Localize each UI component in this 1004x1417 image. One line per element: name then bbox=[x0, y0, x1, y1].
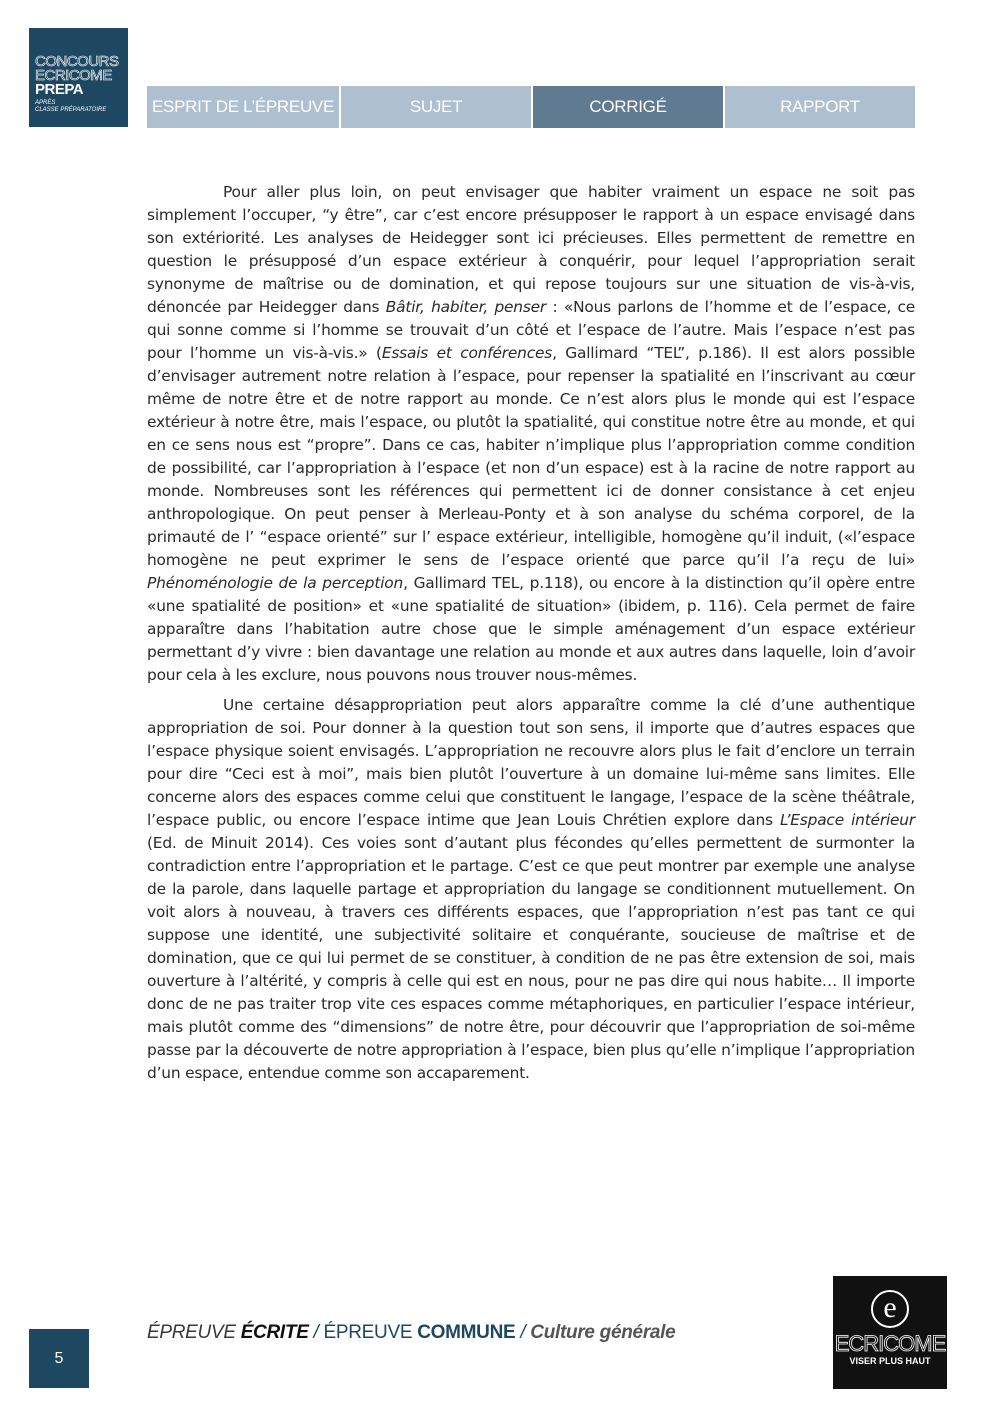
p2-title-espace-interieur: L’Espace intérieur bbox=[779, 811, 915, 829]
p1-text-e: , Gallimard “TEL”, p.186). Il est alors possible d’envisager autrement notre relation à l’espace, pour repenser la spatialité en l’inscrivant au cœur même de notre être et de notre rapport au monde. Ce n’est alors plus le monde qui est l’espace extérieur à notre être, mais l’espace, ou plutôt la spatialité, qui constitue notre être au monde, et qui en ce sens nous est “propre”. Dans ce cas, habiter n’implique plus l’appropriation comme condition de possibilité, car l’appropriation à l’espace (et non d’un espace) est à la racine de notre rapport au monde. Nombreuses sont les références qui permettent ici de donner consistance à cet enjeu anthropologique. On peut penser à Merleau-Ponty et à son analyse du schéma corporel, de la primauté de l’ “espace orienté” sur l’ espace extérieur, intelligible, homogène qu’il induit, («l’espace homogène ne peut exprimer le sens de l’espace orienté que parce qu’il l’a reçu de lui» bbox=[147, 344, 915, 569]
p1-text-g: , Gallimard TEL, p.118), ou encore à la distinction qu’il opère entre «une spatialité de position» et «une spatialité de situation» (ibidem, p. 116). Cela permet de faire apparaître dans l’habitation autre chose que le simple aménagement d’un espace extérieur permettant d’y vivre : bien davantage une relation au monde et aux autres dans laquelle, loin d’avoir pour cela à les exclure, nous pouvons nous trouver nous-mêmes. bbox=[147, 574, 916, 684]
tab-sujet[interactable]: SUJET bbox=[339, 86, 531, 128]
p1-title-essais: Essais et conférences bbox=[381, 344, 553, 362]
footer-separator-1: / bbox=[308, 1322, 324, 1343]
p1-title-phenomenologie: Phénoménologie de la perception bbox=[147, 574, 404, 592]
logo-line-apres: APRÈS bbox=[35, 100, 56, 106]
ecricome-tagline: VISER PLUS HAUT bbox=[849, 1356, 931, 1366]
page-number: 5 bbox=[29, 1329, 89, 1388]
footer-ecrite: ÉCRITE bbox=[240, 1322, 309, 1343]
paragraph-1 bbox=[147, 181, 915, 687]
footer-epreuve-2: ÉPREUVE bbox=[323, 1322, 418, 1343]
p2-text-c: (Ed. de Minuit 2014). Ces voies sont d’autant plus fécondes qu’elles permettent de surmonter la contradiction entre l’appropriation et le partage. C’est ce que peut montrer par exemple une analyse de la parole, dans laquelle partage et appropriation du langage se conditionnent mutuellement. On voit alors à nouveau, à travers ces différents espaces, que l’appropriation n’est pas tant ce qui suppose une identité, une subjectivité solitaire et conquérante, soucieuse de maîtrise et de domination, que ce qui lui permet de se constituer, à condition de ne pas être extension de soi, mais ouverture à l’altérité, y compris à celle qui est en nous, pour ne pas dire qui nous habite… Il importe donc de ne pas traiter trop vite ces espaces comme métaphoriques, en particulier l’espace intérieur, mais plutôt comme des “dimensions” de notre être, pour découvrir que l’appropriation de soi-même passe par la découverte de notre appropriation à l’espace, bien plus qu’elle n’implique l’appropriation d’un espace, entendue comme son accaparement. bbox=[147, 834, 915, 1082]
logo-line-classe: CLASSE PRÉPARATOIRE bbox=[35, 107, 107, 113]
ecricome-name: ECRICOME bbox=[834, 1331, 946, 1356]
p1-text-c: : «Nous parlons de l’homme et de l’espace, ce qui sonne comme si l’homme se trouvait d’un côté et l’espace de l’autre. Mais l’espace n’est pas pour l’homme un vis-à-vis.» ( bbox=[147, 298, 915, 362]
p1-text-a: Pour aller plus loin, on peut envisager que habiter vraiment un espace ne soit pas simplement l’occuper, “y être”, car c’est encore présupposer le rapport à un espace envisagé dans son extériorité. Les analyses de Heidegger sont ici précieuses. Elles permettent de remettre en question le présupposé d’un espace extérieur à conquérir, pour lequel l’appropriation serait synonyme de maîtrise ou de domination, et qui repose toujours sur une situation de vis-à-vis, dénoncée par Heidegger dans bbox=[147, 183, 915, 316]
p1-title-batir: Bâtir, habiter, penser bbox=[385, 298, 547, 316]
footer-subject: Culture générale bbox=[530, 1322, 676, 1343]
p2-text-a: Une certaine désappropriation peut alors apparaître comme la clé d’une authentique appropriation de soi. Pour donner à la question tout son sens, il importe que d’autres espaces que l’espace physique soient envisagés. L’appropriation ne recouvre alors plus le fait d’enclore un terrain pour dire “Ceci est à moi”, mais bien plutôt l’ouverture à un domaine lui-même sans limites. Elle concerne alors des espaces comme celui que constituent le langage, l’espace de la scène théâtrale, l’espace public, ou encore l’espace intime que Jean Louis Chrétien explore dans bbox=[147, 696, 915, 829]
paragraph-2 bbox=[147, 694, 915, 1085]
ecricome-logo bbox=[833, 1276, 947, 1389]
footer-exam-title bbox=[147, 1322, 675, 1344]
tab-rapport[interactable]: RAPPORT bbox=[723, 86, 915, 128]
tab-esprit-epreuve[interactable]: ESPRIT DE L’ÉPREUVE bbox=[147, 86, 339, 128]
footer-epreuve-1: ÉPREUVE bbox=[147, 1322, 241, 1343]
footer-separator-2: / bbox=[515, 1322, 531, 1343]
footer-commune: COMMUNE bbox=[417, 1322, 516, 1343]
section-tabs bbox=[147, 86, 915, 128]
logo-line-prepa: PREPA bbox=[35, 81, 84, 98]
document-body bbox=[147, 181, 915, 1092]
ecricome-e-icon: e bbox=[871, 1290, 909, 1328]
concours-logo bbox=[29, 28, 128, 127]
logo-line-ecricome: ECRICOME bbox=[35, 67, 112, 84]
logo-line-concours: CONCOURS bbox=[35, 53, 119, 70]
tab-corrige[interactable]: CORRIGÉ bbox=[531, 86, 723, 128]
